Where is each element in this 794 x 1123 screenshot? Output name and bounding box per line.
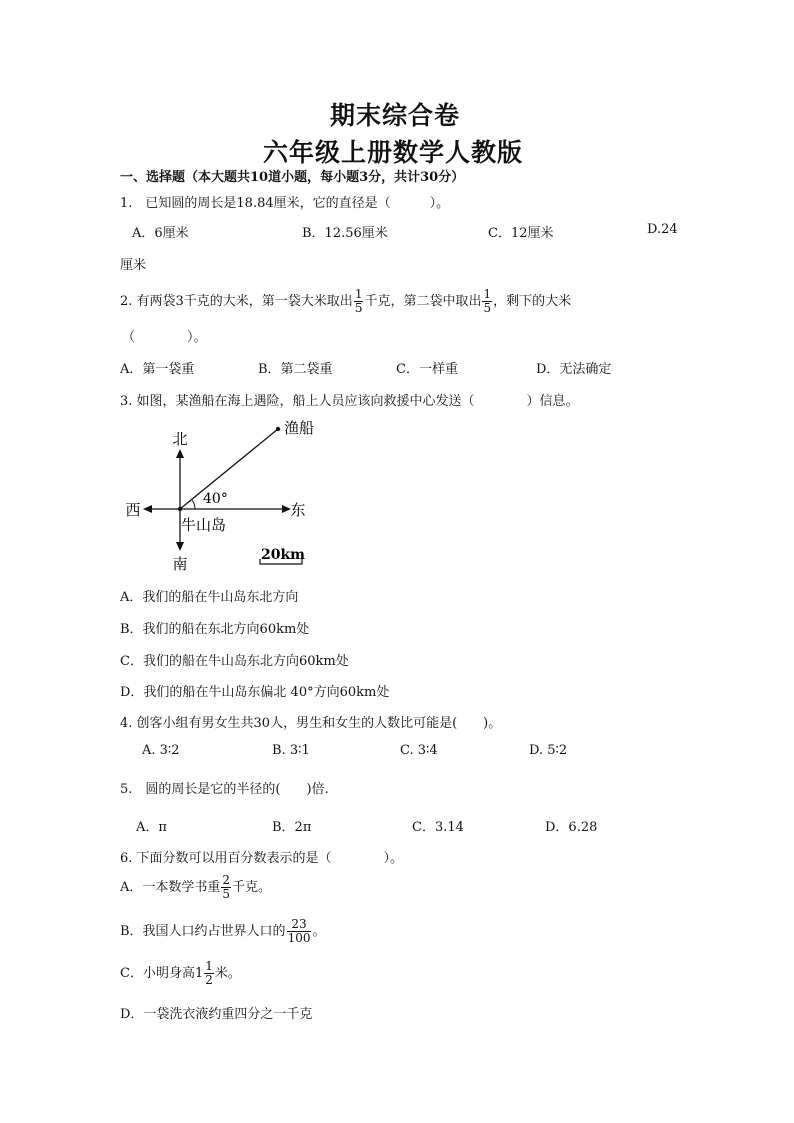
question-4-stem: 4. 创客小组有男女生共30人，男生和女生的人数比可能是( )。 (120, 716, 502, 731)
page-title: 期末综合卷 (330, 101, 461, 130)
question-1-option-d-continued: 厘米 (120, 258, 147, 273)
question-6-option-b: B．我国人口约占世界人口的 $\frac{23}{100}$ 。 (120, 917, 326, 945)
question-6-option-d: D．一袋洗衣液约重四分之一千克 (120, 1007, 313, 1022)
question-1-option-c: C．12厘米 (488, 226, 554, 241)
west-label: 西 (125, 501, 141, 519)
question-5-stem: 5. 圆的周长是它的半径的( )倍. (120, 782, 329, 797)
question-6-option-c: C．小明身高1 $\frac{1}{2}$ 米。 (120, 959, 241, 987)
south-label: 南 (172, 555, 188, 573)
question-3-stem: 3. 如图，某渔船在海上遇险，船上人员应该向救援中心发送（ ）信息。 (120, 394, 579, 409)
fraction-one-fifth: $\frac{1}{5}$ (354, 287, 363, 315)
question-4-option-c: C. 3∶4 (400, 743, 438, 758)
ship-label: 渔船 (284, 419, 315, 437)
question-1-option-d: D.24 (647, 222, 678, 237)
question-3-option-b: B．我们的船在东北方向60km处 (120, 622, 310, 637)
mixed-number-whole: 1 (194, 966, 204, 981)
question-2-option-c: C．一样重 (396, 362, 458, 377)
question-2-text-3: ，剩下的大米 (493, 294, 572, 309)
angle-label: 40° (203, 491, 228, 507)
question-5-option-d: D．6.28 (545, 820, 598, 835)
question-5-option-b: B．2π (272, 820, 312, 835)
question-1-option-b: B．12.56厘米 (302, 226, 388, 241)
question-3-option-d: D．我们的船在牛山岛东偏北 40°方向60km处 (120, 685, 390, 700)
question-5-option-a: A．π (136, 820, 167, 835)
section-heading: 一、选择题（本大题共10道小题，每小题3分，共计30分） (120, 170, 465, 185)
question-2-stem (120, 288, 571, 315)
question-2-text-2: 千克，第二袋中取出 (364, 294, 482, 309)
question-3-option-a: A．我们的船在牛山岛东北方向 (120, 590, 299, 605)
compass-diagram (115, 413, 315, 578)
scale-label: 20km (261, 547, 305, 563)
east-label: 东 (290, 501, 306, 519)
north-label: 北 (172, 430, 188, 448)
question-2-text-1: 2. 有两袋3千克的大米，第一袋大米取出 (120, 294, 353, 309)
question-5-option-c: C．3.14 (412, 820, 464, 835)
question-1-option-a: A．6厘米 (132, 226, 189, 241)
question-6-option-a: A．一本数学书重 $\frac{2}{5}$ 千克。 (120, 873, 272, 901)
question-4-option-d: D. 5∶2 (529, 743, 568, 758)
fraction-one-fifth-2: $\frac{1}{5}$ (483, 287, 492, 315)
fraction-two-fifths: $\frac{2}{5}$ (222, 873, 231, 901)
question-2-option-a: A．第一袋重 (120, 362, 195, 377)
question-4-option-a: A. 3∶2 (142, 743, 180, 758)
fraction-one-half: $\frac{1}{2}$ (205, 959, 213, 987)
question-2-option-d: D．无法确定 (536, 362, 612, 377)
page-subtitle: 六年级上册数学人教版 (263, 138, 524, 167)
question-3-option-c: C．我们的船在牛山岛东北方向60km处 (120, 654, 349, 669)
island-label: 牛山岛 (181, 516, 227, 534)
question-2-stem-line2: （ ）。 (122, 330, 207, 345)
question-6-stem: 6. 下面分数可以用百分数表示的是（ ）。 (120, 851, 404, 866)
question-2-option-b: B．第二袋重 (258, 362, 333, 377)
fraction-23-over-100: $\frac{23}{100}$ (287, 917, 311, 945)
question-1-stem: 1. 已知圆的周长是18.84厘米，它的直径是（ ）。 (120, 196, 450, 211)
question-4-option-b: B. 3∶1 (272, 743, 310, 758)
